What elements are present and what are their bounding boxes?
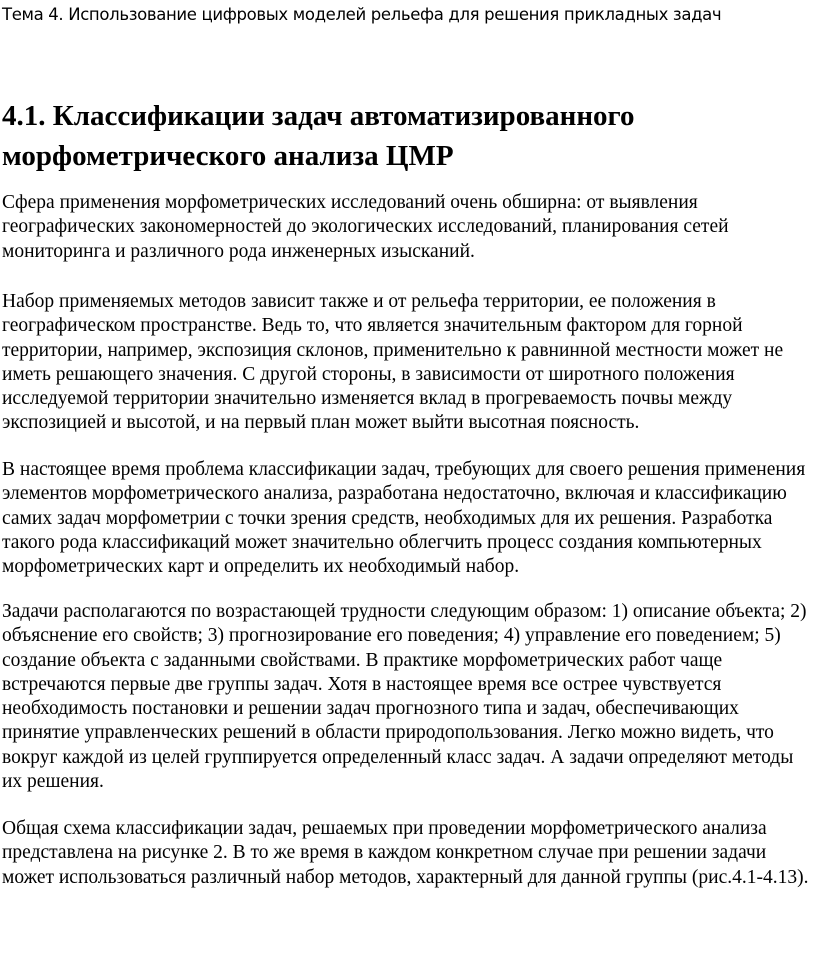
paragraph-scope: Сфера применения морфометрических исследований очень обширна: от выявления географических закономерностей до экологических исследований, планирования сетей мониторинга и различного рода инженерных изысканий. xyxy=(2,192,729,262)
section-title: 4.1. Классификации задач автоматизированного морфометрического анализа ЦМР xyxy=(2,100,635,172)
paragraph-methods: Набор применяемых методов зависит также и от рельефа территории, ее положения в географическом пространстве. Ведь то, что является значительным фактором для горной территории, например, экспозиция склонов, применительно к равнинной местности может не иметь решающего значения. С другой стороны, в зависимости от широтного положения исследуемой территории значительно изменяется вклад в прогреваемость почвы между экспозицией и высотой, и на первый план может выйти высотная поясность. xyxy=(2,291,784,434)
topic-header: Тема 4. Использование цифровых моделей рельефа для решения прикладных задач xyxy=(2,5,722,24)
paragraph-task-order: Задачи располагаются по возрастающей трудности следующим образом: 1) описание объекта; 2) объяснение его свойств; 3) прогнозирование его поведения; 4) управление его поведением; 5) создание объекта с заданными свойствами. В практике морфометрических работ чаще встречаются первые две группы задач. Хотя в настоящее время все острее чувствуется необходимость постановки и решении задач прогнозного типа и задач, обеспечивающих принятие управленческих решений в области природопользования. Легко можно видеть, что вокруг каждой из целей группируется определенный класс задач. А задачи определяют методы их решения. xyxy=(2,601,807,793)
paragraph-general-scheme: Общая схема классификации задач, решаемых при проведении морфометрического анализа представлена на рисунке 2. В то же время в каждом конкретном случае при решении задачи может использоваться различный набор методов, характерный для данной группы (рис.4.1-4.13). xyxy=(2,818,809,888)
paragraph-classification-problem: В настоящее время проблема классификации задач, требующих для своего решения применения элементов морфометрического анализа, разработана недостаточно, включая и классификацию самих задач морфометрии с точки зрения средств, необходимых для их решения. Разработка такого рода классификаций может значительно облегчить процесс создания компьютерных морфометрических карт и определить их необходимый набор. xyxy=(2,459,806,578)
